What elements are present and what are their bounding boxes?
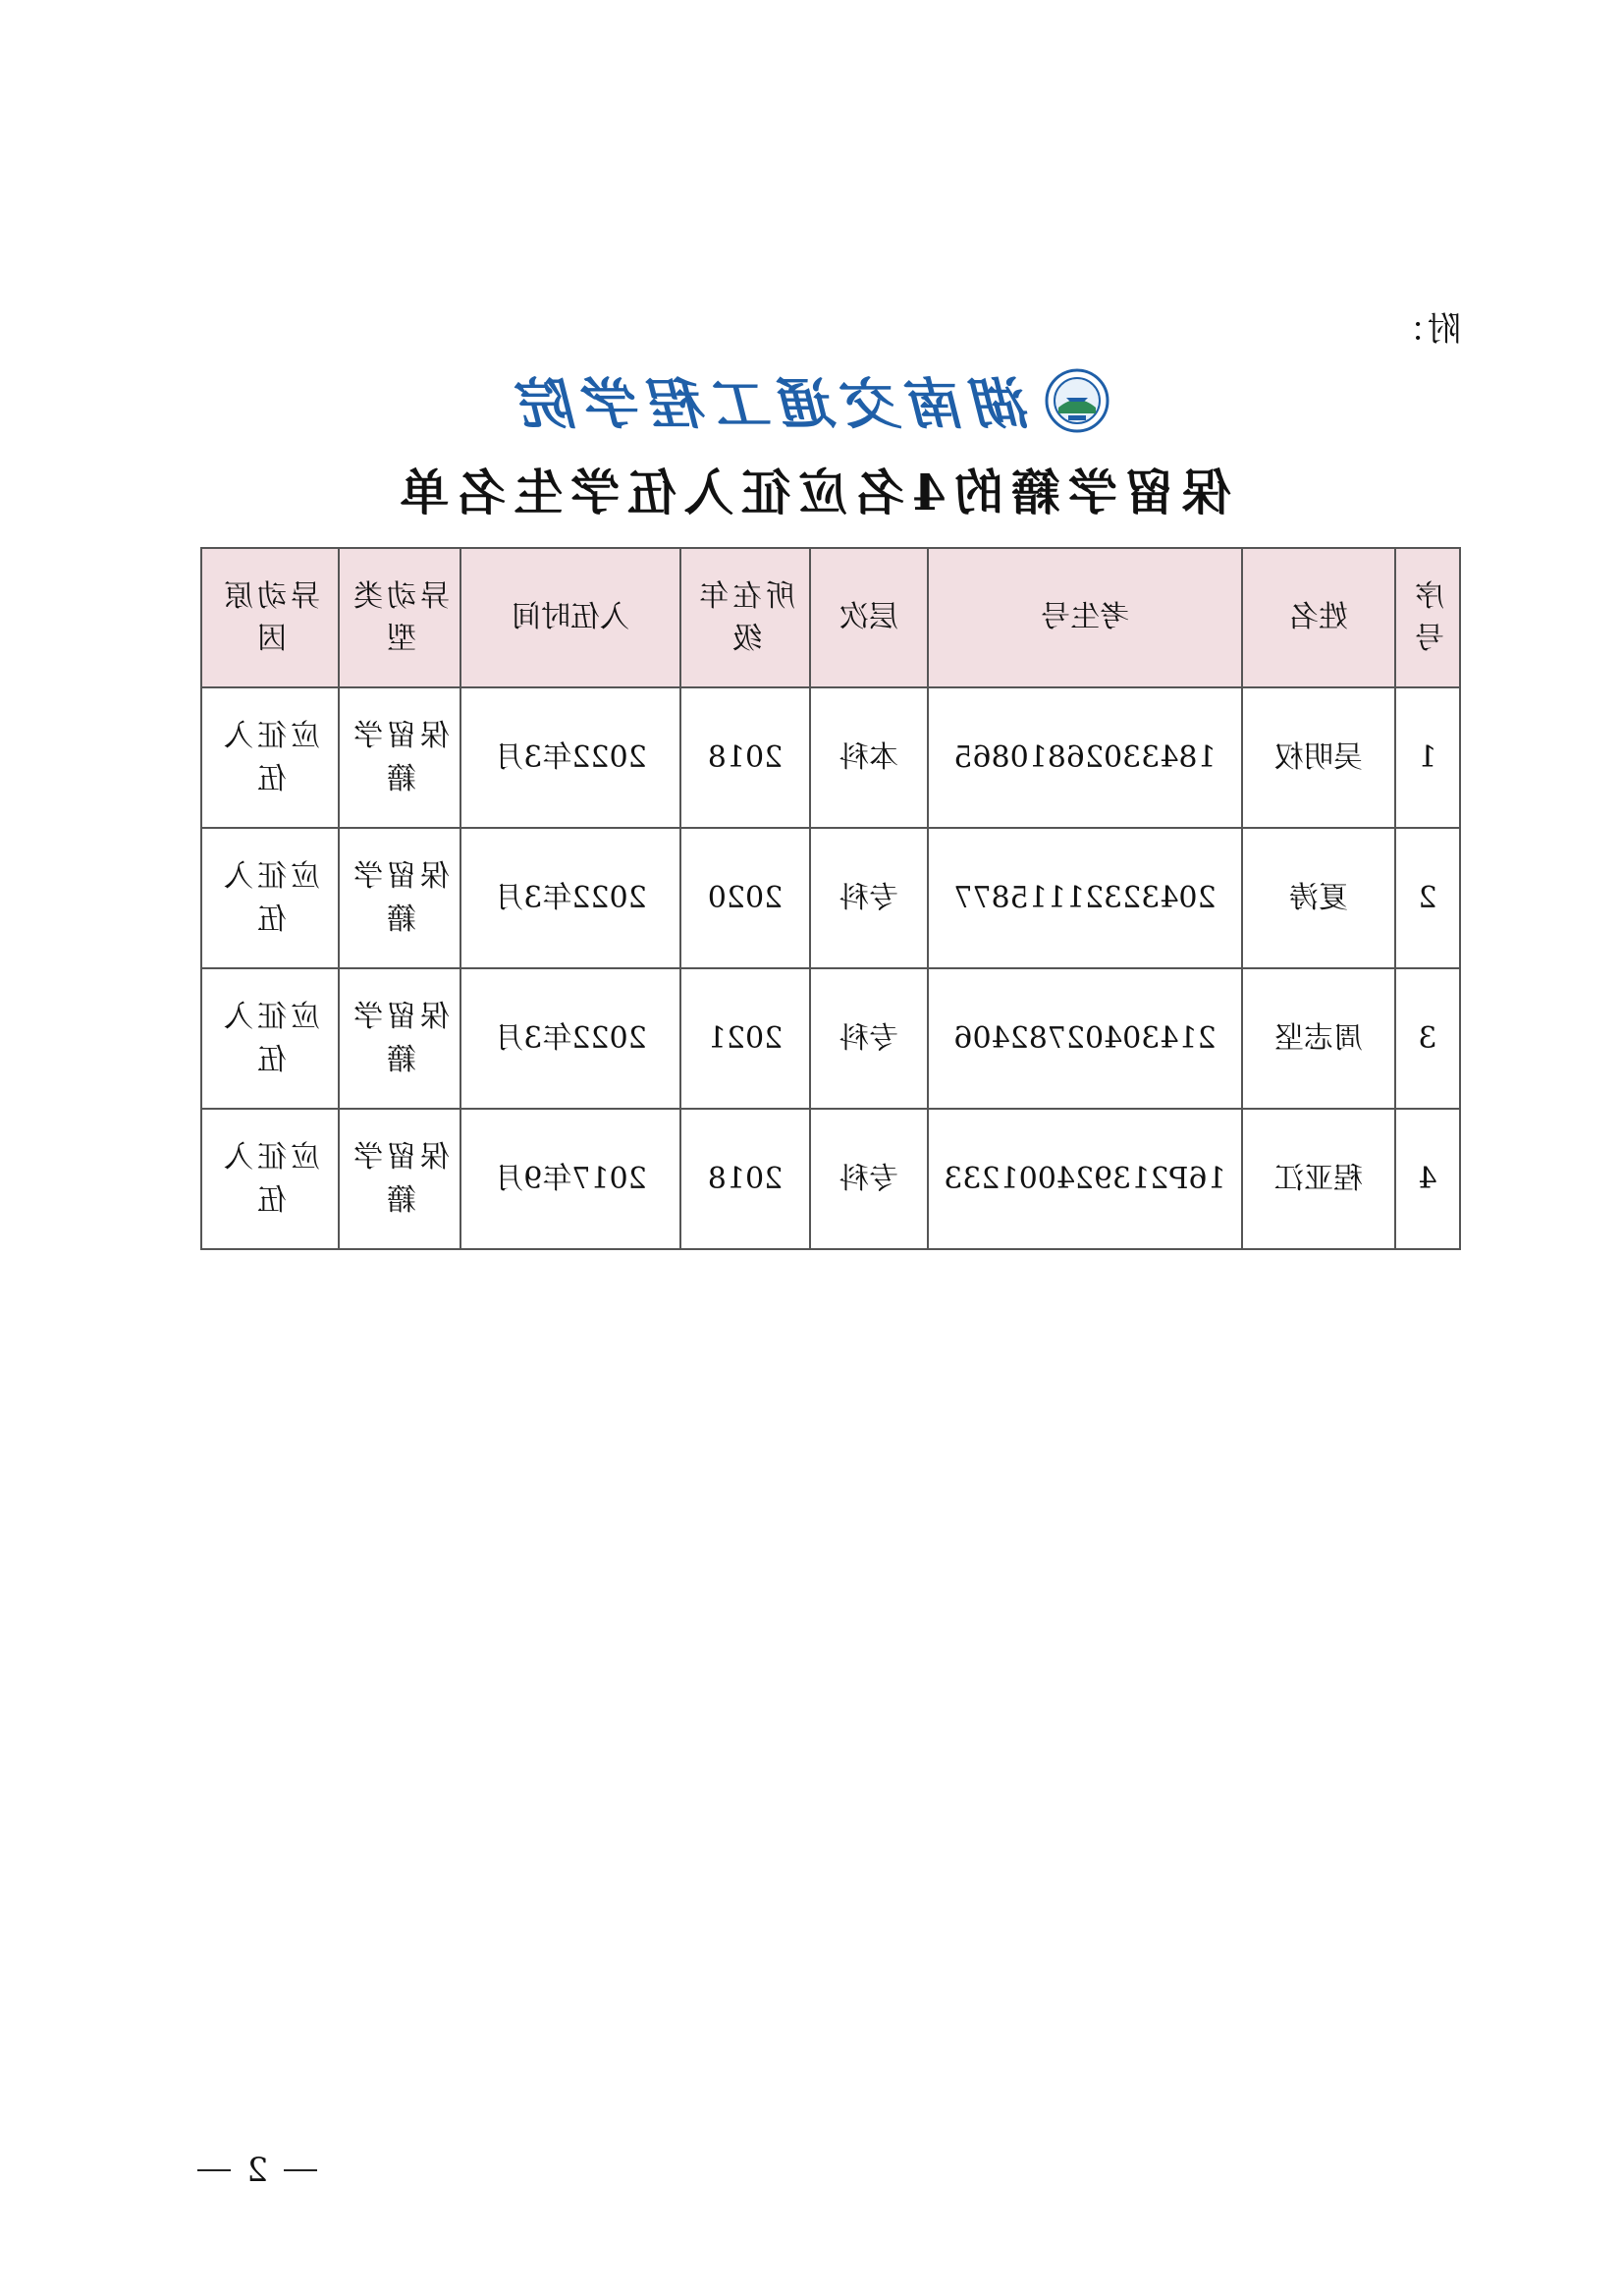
- header-enlist-time: 入伍时间: [460, 548, 680, 687]
- cell-change-reason: 应征入伍: [201, 968, 339, 1109]
- table-row: [201, 828, 1460, 968]
- cell-grade: 2020: [680, 828, 810, 968]
- header-change-type: 异动类型: [339, 548, 460, 687]
- cell-seq: 3: [1395, 968, 1460, 1109]
- cell-exam-no: 16P213924001233: [928, 1109, 1242, 1249]
- table-row: [201, 968, 1460, 1109]
- table-row: [201, 1109, 1460, 1249]
- header-change-reason: 异动原因: [201, 548, 339, 687]
- cell-enlist-time: 2017年9月: [460, 1109, 680, 1249]
- attachment-label: 附：: [1390, 310, 1461, 350]
- cell-enlist-time: 2022年3月: [460, 968, 680, 1109]
- cell-name: 夏涛: [1242, 828, 1395, 968]
- page-number-footer: [197, 2151, 317, 2190]
- cell-name: 吴明权: [1242, 687, 1395, 828]
- cell-name: 周志坚: [1242, 968, 1395, 1109]
- school-name-logotype: 湖南交通工程学院: [513, 372, 1032, 437]
- header-level: 层次: [810, 548, 928, 687]
- cell-enlist-time: 2022年3月: [460, 687, 680, 828]
- table-row: [201, 687, 1460, 828]
- school-logo: [0, 361, 1623, 440]
- cell-name: 程亚江: [1242, 1109, 1395, 1249]
- cell-exam-no: 20432321115877: [928, 828, 1242, 968]
- footer-dash-left: [284, 2169, 317, 2171]
- school-emblem-icon: [1046, 368, 1110, 433]
- table-header-row: [201, 548, 1460, 687]
- cell-enlist-time: 2022年3月: [460, 828, 680, 968]
- header-grade: 所在年级: [680, 548, 810, 687]
- cell-seq: 2: [1395, 828, 1460, 968]
- cell-change-type: 保留学籍: [339, 1109, 460, 1249]
- cell-exam-no: 21430402782406: [928, 968, 1242, 1109]
- student-roster-table: [200, 547, 1461, 1250]
- cell-change-type: 保留学籍: [339, 968, 460, 1109]
- page-number: 2: [246, 2151, 268, 2190]
- cell-level: 本科: [810, 687, 928, 828]
- cell-change-reason: 应征入伍: [201, 687, 339, 828]
- footer-dash-right: [197, 2169, 231, 2171]
- cell-seq: 1: [1395, 687, 1460, 828]
- cell-change-reason: 应征入伍: [201, 1109, 339, 1249]
- cell-level: 专科: [810, 1109, 928, 1249]
- header-exam-no: 考生号: [928, 548, 1242, 687]
- cell-grade: 2021: [680, 968, 810, 1109]
- cell-exam-no: 18433026810865: [928, 687, 1242, 828]
- document-title: 保留学籍的4名应征入伍学生名单: [392, 464, 1231, 521]
- cell-change-reason: 应征入伍: [201, 828, 339, 968]
- header-name: 姓名: [1242, 548, 1395, 687]
- header-seq: 序号: [1395, 548, 1460, 687]
- cell-change-type: 保留学籍: [339, 828, 460, 968]
- cell-change-type: 保留学籍: [339, 687, 460, 828]
- cell-grade: 2018: [680, 687, 810, 828]
- cell-seq: 4: [1395, 1109, 1460, 1249]
- cell-level: 专科: [810, 968, 928, 1109]
- cell-grade: 2018: [680, 1109, 810, 1249]
- cell-level: 专科: [810, 828, 928, 968]
